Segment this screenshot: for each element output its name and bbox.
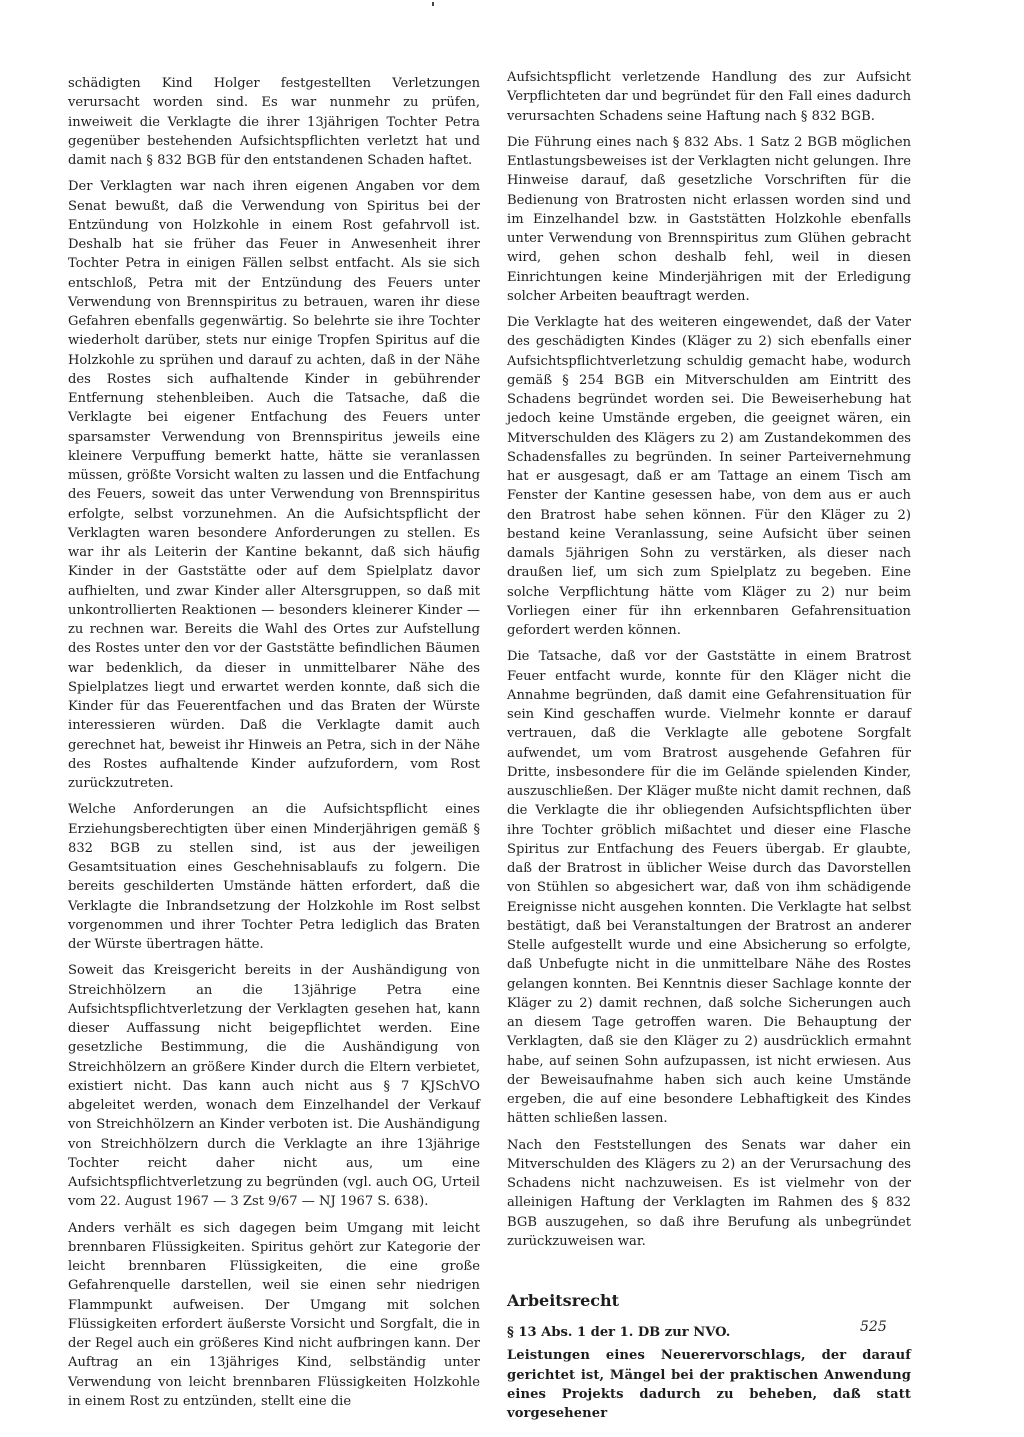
paragraph: Die Verklagte hat des weiteren eingewendet, daß der Vater des geschädigten Kindes (Kläger zu 2) sich ebenfalls einer Aufsichtspflichtverletzung schuldig gemacht habe, wodurch gemäß § 254 BGB ein Mitverschulden am Eintritt des Schadens begründet worden sei. Die Beweiserhebung hat jedoch keine Umstände ergeben, die geeignet wären, ein Mitverschulden des Klägers zu 2) am Zustandekommen des Schadensfalles zu begründen. In seiner Parteivernehmung hat er ausgesagt, daß er am Tattage an einem Tisch am Fenster der Kantine gesessen habe, von dem aus er auch den Bratrost habe sehen können. Für den Kläger zu 2) bestand keine Veranlassung, seine Aufsicht über seinen damals 5jährigen Sohn zu verstärken, als dieser nach draußen lief, um sich zum Spielplatz zu begeben. Eine solche Verpflichtung hätte vom Kläger zu 2) nur beim Vorliegen einer für ihn erkennbaren Gefahrensituation gefordert werden können. — [507, 315, 911, 638]
left-column — [68, 68, 480, 1418]
headnote: Leistungen eines Neuerervorschlags, der darauf gerichtet ist, Mängel bei der praktischen Anwendung eines Projekts dadurch zu beheben, daß statt vorgesehener — [507, 1348, 911, 1421]
paragraph: Welche Anforderungen an die Aufsichtspflicht eines Erziehungsberechtigten über einen Minderjährigen gemäß § 832 BGB zu stellen sind, ist aus der jeweiligen Gesamtsituation eines Geschehnisablaufs zu folgern. Die bereits geschilderten Umstände hätten erfordert, daß die Verklagte die Inbrandsetzung der Holzkohle im Rost selbst vorgenommen und ihrer Tochter Petra lediglich das Braten der Würste übertragen hätte. — [68, 802, 480, 952]
section-heading: Arbeitsrecht — [507, 1291, 620, 1310]
right-column — [507, 68, 911, 1430]
law-reference: § 13 Abs. 1 der 1. DB zur NVO. — [507, 1325, 731, 1340]
page-number: 525 — [860, 1319, 887, 1335]
paragraph: Die Tatsache, daß vor der Gaststätte in einem Bratrost Feuer entfacht wurde, konnte für den Kläger nicht die Annahme begründen, daß damit eine Gefahrensituation für sein Kind geschaffen wurde. Vielmehr konnte er darauf vertrauen, daß die Verklagte alle gebotene Sorgfalt aufwendet, um vom Bratrost ausgehende Gefahren für Dritte, insbesondere für die im Gelände spielenden Kinder, auszuschließen. Der Kläger mußte nicht damit rechnen, daß die Verklagte die ihr obliegenden Aufsichtspflichten über ihre Tochter gröblich mißachtet und dieser eine Flasche Spiritus zur Entfachung des Feuers übergab. Er glaubte, daß der Bratrost in üblicher Weise durch das Davorstellen von Stühlen so abgesichert war, daß von ihm schädigende Ereignisse nicht ausgehen konnten. Die Verklagte hat selbst bestätigt, daß bei Veranstaltungen der Bratrost an anderer Stelle aufgestellt wurde und eine Absicherung so erfolgte, daß Unbefugte nicht in die unmittelbare Nähe des Rostes gelangen konnten. Bei Kenntnis dieser Sachlage konnte der Kläger zu 2) damit rechnen, daß solche Sicherungen auch an diesem Tage getroffen waren. Die Behauptung der Verklagten, daß sie den Kläger zu 2) ausdrücklich ermahnt habe, auf seinen Sohn aufzupassen, ist nicht erwiesen. Aus der Beweisaufnahme haben sich auch keine Umstände ergeben, die auf eine besondere Lebhaftigkeit des Kindes hätten schließen lassen. — [507, 649, 911, 1127]
paragraph: Nach den Feststellungen des Senats war daher ein Mitverschulden des Klägers zu 2) an der Verursachung des Schadens nicht nachzuweisen. Es ist vielmehr von der alleinigen Haftung der Verklagten im Rahmen des § 832 BGB auszugehen, so daß ihre Berufung als unbegründet zurückzuweisen war. — [507, 1137, 911, 1249]
scan-speck — [432, 2, 434, 6]
paragraph: Die Führung eines nach § 832 Abs. 1 Satz 2 BGB möglichen Entlastungsbeweises ist der Verklagten nicht gelungen. Ihre Hinweise darauf, daß gesetzliche Vorschriften für die Bedienung von Bratrosten nicht erlassen worden sind und im Einzelhandel bzw. in Gaststätten Holzkohle ebenfalls unter Verwendung von Brennspiritus zum Glühen gebracht wird, gehen schon deshalb fehl, weil in diesen Einrichtungen keine Minderjährigen mit der Erledigung solcher Arbeiten beauftragt werden. — [507, 134, 911, 304]
paragraph: Aufsichtspflicht verletzende Handlung des zur Aufsicht Verpflichteten dar und begründet für den Fall eines dadurch verursachten Schadens seine Haftung nach § 832 BGB. — [507, 70, 911, 124]
paragraph: Der Verklagten war nach ihren eigenen Angaben vor dem Senat bewußt, daß die Verwendung von Spiritus bei der Entzündung von Holzkohle in einem Rost gefahrvoll ist. Deshalb hat sie früher das Feuer in Anwesenheit ihrer Tochter Petra in einigen Fällen selbst entfacht. Als sie sich entschloß, Petra mit der Entzündung des Feuers unter Verwendung von Brennspiritus zu betrauen, waren ihr diese Gefahren ebenfalls gegenwärtig. So belehrte sie ihre Tochter wiederholt darüber, stets nur einige Tropfen Spiritus auf die Holzkohle zu sprühen und darauf zu achten, daß in der Nähe des Rostes sich aufhaltende Kinder in gebührender Entfernung stehenbleiben. Auch die Tatsache, daß die Verklagte bei eigener Entfachung des Feuers unter sparsamster Verwendung von Brennspiritus jeweils eine kleinere Verpuffung bemerkt hatte, hätte sie veranlassen müssen, größte Vorsicht walten zu lassen und die Entfachung des Feuers, soweit das unter Verwendung von Brennspiritus erfolgte, selbst vorzunehmen. An die Aufsichtspflicht der Verklagten waren besondere Anforderungen zu stellen. Es war ihr als Leiterin der Kantine bekannt, daß sich häufig Kinder in der Gaststätte oder auf dem Spielplatz davor aufhielten, und zwar Kinder aller Altersgruppen, so daß mit unkontrollierten Reaktionen — besonders kleinerer Kinder — zu rechnen war. Bereits die Wahl des Ortes zur Aufstellung des Rostes unter den vor der Gaststätte befindlichen Bäumen war bedenklich, da dieser in unmittelbarer Nähe des Spielplatzes liegt und erwartet werden konnte, daß sich die Kinder für das Feuerentfachen und das Braten der Würste interessieren würden. Daß die Verklagte damit auch gerechnet hat, beweist ihr Hinweis an Petra, sich in der Nähe des Rostes aufhaltende Kinder aufzufordern, vom Rost zurückzutreten. — [68, 179, 480, 791]
paragraph: Anders verhält es sich dagegen beim Umgang mit leicht brennbaren Flüssigkeiten. Spiritus gehört zur Kategorie der leicht brennbaren Flüssigkeiten, die eine große Gefahrenquelle darstellen, weil sie einen sehr niedrigen Flammpunkt aufweisen. Der Umgang mit solchen Flüssigkeiten erfordert äußerste Vorsicht und Sorgfalt, die in der Regel auch ein größeres Kind nicht aufbringen kann. Der Auftrag an ein 13jähriges Kind, selbständig unter Verwendung von leicht brennbaren Flüssigkeiten Holzkohle in einem Rost zu entzünden, stellt eine die — [68, 1220, 480, 1409]
paragraph: Soweit das Kreisgericht bereits in der Aushändigung von Streichhölzern an die 13jährige Petra eine Aufsichtspflichtverletzung der Verklagten gesehen hat, kann dieser Auffassung nicht beigepflichtet werden. Eine gesetzliche Bestimmung, die die Aushändigung von Streichhölzern an größere Kinder durch die Eltern verbietet, existiert nicht. Das kann auch nicht aus § 7 KJSchVO abgeleitet werden, wonach dem Einzelhandel der Verkauf von Streichhölzern an Kinder verboten ist. Die Aushändigung von Streichhölzern durch die Verklagte an ihre 13jährige Tochter reicht daher nicht aus, um eine Aufsichtspflichtverletzung zu begründen (vgl. auch OG, Urteil vom 22. August 1967 — 3 Zst 9/67 — NJ 1967 S. 638). — [68, 963, 480, 1210]
paragraph: schädigten Kind Holger festgestellten Verletzungen verursacht worden sind. Es war nunmehr zu prüfen, inweiweit die Verklagte die ihrer 13jährigen Tochter Petra gegenüber bestehenden Aufsichtspflichten verletzt hat und damit nach § 832 BGB für den entstandenen Schaden haftet. — [68, 76, 480, 168]
